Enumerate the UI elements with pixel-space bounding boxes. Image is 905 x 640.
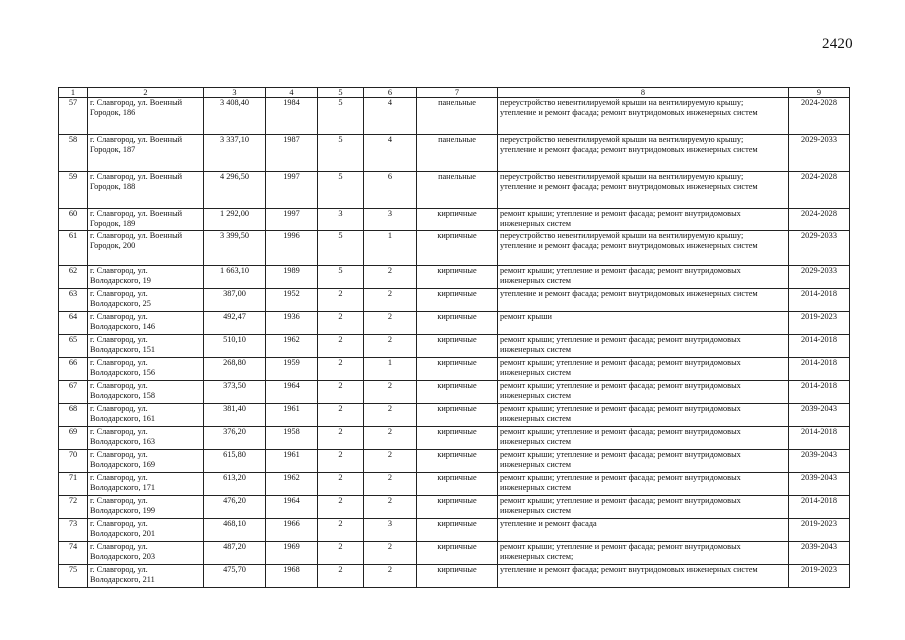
area-cell: 510,10: [204, 335, 266, 358]
material-cell: кирпичные: [417, 209, 498, 231]
address-cell: [88, 266, 204, 289]
floors-cell: 2: [318, 496, 364, 519]
work-cell: [498, 358, 789, 381]
year-cell: 1989: [266, 266, 318, 289]
floors-cell: 3: [318, 209, 364, 231]
floors-cell: 2: [318, 542, 364, 565]
floors-cell: 2: [318, 312, 364, 335]
column-number: 8: [498, 88, 789, 98]
work-cell-line: утепление и ремонт фасада; ремонт внутридомовых инженерных систем: [500, 241, 758, 251]
work-cell: [498, 209, 789, 231]
work-cell-line: ремонт крыши; утепление и ремонт фасада; ремонт внутридомовых: [500, 450, 741, 459]
work-cell: [498, 98, 789, 135]
work-cell-line: ремонт крыши; утепление и ремонт фасада; ремонт внутридомовых: [500, 209, 741, 218]
entrances-cell: 4: [364, 98, 417, 135]
address-cell-line: г. Славгород, ул. Военный: [90, 209, 183, 218]
area-cell: 4 296,50: [204, 172, 266, 209]
entrances-cell: 2: [364, 289, 417, 312]
work-cell-line: утепление и ремонт фасада: [500, 519, 597, 528]
floors-cell: 2: [318, 427, 364, 450]
year-cell: 1961: [266, 450, 318, 473]
period-cell: 2019-2023: [789, 312, 850, 335]
floors-cell: 5: [318, 231, 364, 266]
row-number-cell: 58: [59, 135, 88, 172]
table-row: [59, 172, 850, 209]
area-cell: 373,50: [204, 381, 266, 404]
work-cell: [498, 519, 789, 542]
table-row: [59, 542, 850, 565]
address-cell: [88, 135, 204, 172]
year-cell: 1962: [266, 335, 318, 358]
address-cell: [88, 404, 204, 427]
table-row: [59, 231, 850, 266]
work-cell: [498, 404, 789, 427]
period-cell: 2014-2018: [789, 496, 850, 519]
material-cell: кирпичные: [417, 519, 498, 542]
entrances-cell: 1: [364, 231, 417, 266]
year-cell: 1964: [266, 381, 318, 404]
area-cell: 613,20: [204, 473, 266, 496]
address-cell-line: г. Славгород, ул.: [90, 473, 148, 482]
floors-cell: 2: [318, 565, 364, 588]
address-cell: [88, 231, 204, 266]
area-cell: 376,20: [204, 427, 266, 450]
material-cell: панельные: [417, 135, 498, 172]
floors-cell: 5: [318, 98, 364, 135]
address-cell: [88, 335, 204, 358]
work-cell-line: утепление и ремонт фасада; ремонт внутридомовых инженерных систем: [500, 289, 758, 298]
row-number-cell: 59: [59, 172, 88, 209]
floors-cell: 2: [318, 450, 364, 473]
work-cell-line: инженерных систем;: [500, 552, 574, 562]
table-row: [59, 565, 850, 588]
address-cell-line: г. Славгород, ул. Военный: [90, 98, 183, 107]
table-row: [59, 381, 850, 404]
address-cell-line: Городок, 188: [90, 182, 136, 192]
address-cell-line: Володарского, 25: [90, 299, 151, 309]
entrances-cell: 2: [364, 312, 417, 335]
address-cell-line: Володарского, 19: [90, 276, 151, 286]
address-cell: [88, 381, 204, 404]
entrances-cell: 2: [364, 565, 417, 588]
row-number-cell: 70: [59, 450, 88, 473]
area-cell: 487,20: [204, 542, 266, 565]
address-cell-line: Володарского, 161: [90, 414, 156, 424]
work-cell-line: переустройство невентилируемой крыши на вентилируемую крышу;: [500, 98, 744, 107]
housing-registry-table: [58, 87, 850, 588]
address-cell-line: г. Славгород, ул.: [90, 358, 148, 367]
work-cell-line: ремонт крыши; утепление и ремонт фасада; ремонт внутридомовых: [500, 335, 741, 344]
material-cell: кирпичные: [417, 335, 498, 358]
area-cell: 615,80: [204, 450, 266, 473]
work-cell-line: инженерных систем: [500, 414, 572, 424]
table-row: [59, 289, 850, 312]
work-cell: [498, 312, 789, 335]
material-cell: кирпичные: [417, 565, 498, 588]
material-cell: кирпичные: [417, 473, 498, 496]
period-cell: 2039-2043: [789, 542, 850, 565]
entrances-cell: 3: [364, 209, 417, 231]
area-cell: 387,00: [204, 289, 266, 312]
table-header: [59, 88, 850, 98]
column-number: 7: [417, 88, 498, 98]
table-row: [59, 209, 850, 231]
material-cell: панельные: [417, 98, 498, 135]
material-cell: панельные: [417, 172, 498, 209]
work-cell: [498, 496, 789, 519]
work-cell-line: ремонт крыши; утепление и ремонт фасада; ремонт внутридомовых: [500, 266, 741, 275]
address-cell-line: Городок, 200: [90, 241, 136, 251]
area-cell: 3 399,50: [204, 231, 266, 266]
row-number-cell: 68: [59, 404, 88, 427]
work-cell-line: инженерных систем: [500, 506, 572, 516]
material-cell: кирпичные: [417, 404, 498, 427]
floors-cell: 5: [318, 172, 364, 209]
work-cell-line: инженерных систем: [500, 276, 572, 286]
entrances-cell: 2: [364, 496, 417, 519]
address-cell: [88, 496, 204, 519]
entrances-cell: 2: [364, 381, 417, 404]
row-number-cell: 67: [59, 381, 88, 404]
column-number: 3: [204, 88, 266, 98]
table-row: [59, 473, 850, 496]
floors-cell: 2: [318, 404, 364, 427]
entrances-cell: 3: [364, 519, 417, 542]
entrances-cell: 2: [364, 542, 417, 565]
period-cell: 2024-2028: [789, 98, 850, 135]
address-cell: [88, 473, 204, 496]
column-number: 9: [789, 88, 850, 98]
area-cell: 476,20: [204, 496, 266, 519]
period-cell: 2029-2033: [789, 266, 850, 289]
area-cell: 1 663,10: [204, 266, 266, 289]
floors-cell: 2: [318, 519, 364, 542]
address-cell-line: г. Славгород, ул. Военный: [90, 231, 183, 240]
entrances-cell: 4: [364, 135, 417, 172]
row-number-cell: 62: [59, 266, 88, 289]
address-cell-line: Городок, 187: [90, 145, 136, 155]
work-cell: [498, 135, 789, 172]
period-cell: 2019-2023: [789, 565, 850, 588]
table-row: [59, 519, 850, 542]
period-cell: 2039-2043: [789, 450, 850, 473]
entrances-cell: 2: [364, 427, 417, 450]
work-cell-line: инженерных систем: [500, 460, 572, 470]
work-cell-line: утепление и ремонт фасада; ремонт внутридомовых инженерных систем: [500, 565, 758, 574]
work-cell-line: инженерных систем: [500, 345, 572, 355]
column-number: 2: [88, 88, 204, 98]
year-cell: 1958: [266, 427, 318, 450]
work-cell-line: ремонт крыши: [500, 312, 552, 321]
period-cell: 2039-2043: [789, 404, 850, 427]
year-cell: 1952: [266, 289, 318, 312]
work-cell: [498, 266, 789, 289]
year-cell: 1959: [266, 358, 318, 381]
period-cell: 2014-2018: [789, 289, 850, 312]
address-cell-line: Володарского, 201: [90, 529, 156, 539]
address-cell-line: Володарского, 203: [90, 552, 156, 562]
work-cell-line: ремонт крыши; утепление и ремонт фасада; ремонт внутридомовых: [500, 473, 741, 482]
material-cell: кирпичные: [417, 542, 498, 565]
address-cell-line: г. Славгород, ул.: [90, 496, 148, 505]
area-cell: 3 337,10: [204, 135, 266, 172]
floors-cell: 2: [318, 289, 364, 312]
area-cell: 381,40: [204, 404, 266, 427]
row-number-cell: 60: [59, 209, 88, 231]
work-cell: [498, 565, 789, 588]
work-cell: [498, 450, 789, 473]
material-cell: кирпичные: [417, 450, 498, 473]
address-cell-line: Володарского, 156: [90, 368, 156, 378]
floors-cell: 2: [318, 473, 364, 496]
column-number: 1: [59, 88, 88, 98]
work-cell: [498, 542, 789, 565]
year-cell: 1936: [266, 312, 318, 335]
address-cell: [88, 358, 204, 381]
year-cell: 1962: [266, 473, 318, 496]
address-cell-line: Володарского, 146: [90, 322, 156, 332]
address-cell-line: г. Славгород, ул.: [90, 519, 148, 528]
period-cell: 2029-2033: [789, 135, 850, 172]
work-cell-line: утепление и ремонт фасада; ремонт внутридомовых инженерных систем: [500, 145, 758, 155]
work-cell-line: инженерных систем: [500, 391, 572, 401]
address-cell: [88, 312, 204, 335]
period-cell: 2014-2018: [789, 358, 850, 381]
entrances-cell: 2: [364, 404, 417, 427]
address-cell-line: г. Славгород, ул. Военный: [90, 172, 183, 181]
work-cell: [498, 335, 789, 358]
year-cell: 1984: [266, 98, 318, 135]
area-cell: 268,80: [204, 358, 266, 381]
material-cell: кирпичные: [417, 427, 498, 450]
table-row: [59, 98, 850, 135]
material-cell: кирпичные: [417, 312, 498, 335]
page-number: 2420: [822, 36, 853, 52]
work-cell-line: инженерных систем: [500, 368, 572, 378]
area-cell: 475,70: [204, 565, 266, 588]
period-cell: 2024-2028: [789, 209, 850, 231]
work-cell-line: инженерных систем: [500, 483, 572, 493]
table-row: [59, 450, 850, 473]
row-number-cell: 69: [59, 427, 88, 450]
year-cell: 1968: [266, 565, 318, 588]
address-cell: [88, 427, 204, 450]
floors-cell: 5: [318, 266, 364, 289]
address-cell-line: Володарского, 158: [90, 391, 156, 401]
material-cell: кирпичные: [417, 496, 498, 519]
address-cell-line: г. Славгород, ул.: [90, 565, 148, 574]
address-cell-line: г. Славгород, ул. Военный: [90, 135, 183, 144]
work-cell-line: переустройство невентилируемой крыши на вентилируемую крышу;: [500, 172, 744, 181]
address-cell-line: Володарского, 171: [90, 483, 156, 493]
work-cell-line: ремонт крыши; утепление и ремонт фасада; ремонт внутридомовых: [500, 358, 741, 367]
work-cell: [498, 427, 789, 450]
area-cell: 1 292,00: [204, 209, 266, 231]
row-number-cell: 61: [59, 231, 88, 266]
address-cell-line: г. Славгород, ул.: [90, 450, 148, 459]
floors-cell: 2: [318, 358, 364, 381]
table-row: [59, 358, 850, 381]
address-cell-line: г. Славгород, ул.: [90, 289, 148, 298]
year-cell: 1987: [266, 135, 318, 172]
address-cell-line: Володарского, 199: [90, 506, 156, 516]
row-number-cell: 75: [59, 565, 88, 588]
table-row: [59, 335, 850, 358]
address-cell: [88, 209, 204, 231]
column-number: 4: [266, 88, 318, 98]
column-number: 6: [364, 88, 417, 98]
year-cell: 1964: [266, 496, 318, 519]
area-cell: 468,10: [204, 519, 266, 542]
work-cell: [498, 172, 789, 209]
work-cell-line: переустройство невентилируемой крыши на вентилируемую крышу;: [500, 135, 744, 144]
row-number-cell: 63: [59, 289, 88, 312]
entrances-cell: 2: [364, 450, 417, 473]
row-number-cell: 73: [59, 519, 88, 542]
address-cell-line: г. Славгород, ул.: [90, 381, 148, 390]
year-cell: 1997: [266, 172, 318, 209]
table-row: [59, 496, 850, 519]
table-row: [59, 266, 850, 289]
work-cell-line: инженерных систем: [500, 437, 572, 447]
address-cell-line: Володарского, 151: [90, 345, 156, 355]
year-cell: 1969: [266, 542, 318, 565]
work-cell-line: ремонт крыши; утепление и ремонт фасада; ремонт внутридомовых: [500, 496, 741, 505]
address-cell-line: Городок, 186: [90, 108, 136, 118]
address-cell: [88, 565, 204, 588]
address-cell-line: г. Славгород, ул.: [90, 404, 148, 413]
address-cell: [88, 450, 204, 473]
table-row: [59, 312, 850, 335]
floors-cell: 2: [318, 335, 364, 358]
year-cell: 1997: [266, 209, 318, 231]
area-cell: 3 408,40: [204, 98, 266, 135]
work-cell: [498, 289, 789, 312]
material-cell: кирпичные: [417, 231, 498, 266]
address-cell-line: Городок, 189: [90, 219, 136, 229]
work-cell-line: ремонт крыши; утепление и ремонт фасада; ремонт внутридомовых: [500, 381, 741, 390]
address-cell-line: г. Славгород, ул.: [90, 312, 148, 321]
material-cell: кирпичные: [417, 358, 498, 381]
year-cell: 1996: [266, 231, 318, 266]
address-cell-line: Володарского, 211: [90, 575, 155, 585]
work-cell: [498, 381, 789, 404]
table-row: [59, 427, 850, 450]
period-cell: 2019-2023: [789, 519, 850, 542]
period-cell: 2039-2043: [789, 473, 850, 496]
work-cell-line: ремонт крыши; утепление и ремонт фасада; ремонт внутридомовых: [500, 404, 741, 413]
material-cell: кирпичные: [417, 289, 498, 312]
entrances-cell: 2: [364, 266, 417, 289]
work-cell-line: ремонт крыши; утепление и ремонт фасада; ремонт внутридомовых: [500, 542, 741, 551]
address-cell: [88, 172, 204, 209]
area-cell: 492,47: [204, 312, 266, 335]
column-number: 5: [318, 88, 364, 98]
work-cell-line: переустройство невентилируемой крыши на вентилируемую крышу;: [500, 231, 744, 240]
address-cell-line: г. Славгород, ул.: [90, 542, 148, 551]
address-cell-line: г. Славгород, ул.: [90, 335, 148, 344]
address-cell: [88, 542, 204, 565]
work-cell: [498, 473, 789, 496]
work-cell-line: утепление и ремонт фасада; ремонт внутридомовых инженерных систем: [500, 182, 758, 192]
table-row: [59, 404, 850, 427]
entrances-cell: 1: [364, 358, 417, 381]
table-row: [59, 135, 850, 172]
row-number-cell: 64: [59, 312, 88, 335]
address-cell-line: Володарского, 169: [90, 460, 156, 470]
work-cell-line: ремонт крыши; утепление и ремонт фасада; ремонт внутридомовых: [500, 427, 741, 436]
period-cell: 2029-2033: [789, 231, 850, 266]
address-cell-line: Володарского, 163: [90, 437, 156, 447]
row-number-cell: 66: [59, 358, 88, 381]
address-cell: [88, 289, 204, 312]
material-cell: кирпичные: [417, 266, 498, 289]
year-cell: 1966: [266, 519, 318, 542]
entrances-cell: 2: [364, 473, 417, 496]
table-body: [59, 98, 850, 588]
period-cell: 2024-2028: [789, 172, 850, 209]
row-number-cell: 74: [59, 542, 88, 565]
work-cell: [498, 231, 789, 266]
work-cell-line: утепление и ремонт фасада; ремонт внутридомовых инженерных систем: [500, 108, 758, 118]
row-number-cell: 71: [59, 473, 88, 496]
address-cell: [88, 519, 204, 542]
address-cell-line: г. Славгород, ул.: [90, 427, 148, 436]
year-cell: 1961: [266, 404, 318, 427]
period-cell: 2014-2018: [789, 335, 850, 358]
row-number-cell: 72: [59, 496, 88, 519]
row-number-cell: 57: [59, 98, 88, 135]
floors-cell: 2: [318, 381, 364, 404]
row-number-cell: 65: [59, 335, 88, 358]
column-number-row: [59, 88, 850, 98]
floors-cell: 5: [318, 135, 364, 172]
entrances-cell: 6: [364, 172, 417, 209]
address-cell-line: г. Славгород, ул.: [90, 266, 148, 275]
period-cell: 2014-2018: [789, 381, 850, 404]
work-cell-line: инженерных систем: [500, 219, 572, 229]
period-cell: 2014-2018: [789, 427, 850, 450]
material-cell: кирпичные: [417, 381, 498, 404]
entrances-cell: 2: [364, 335, 417, 358]
address-cell: [88, 98, 204, 135]
